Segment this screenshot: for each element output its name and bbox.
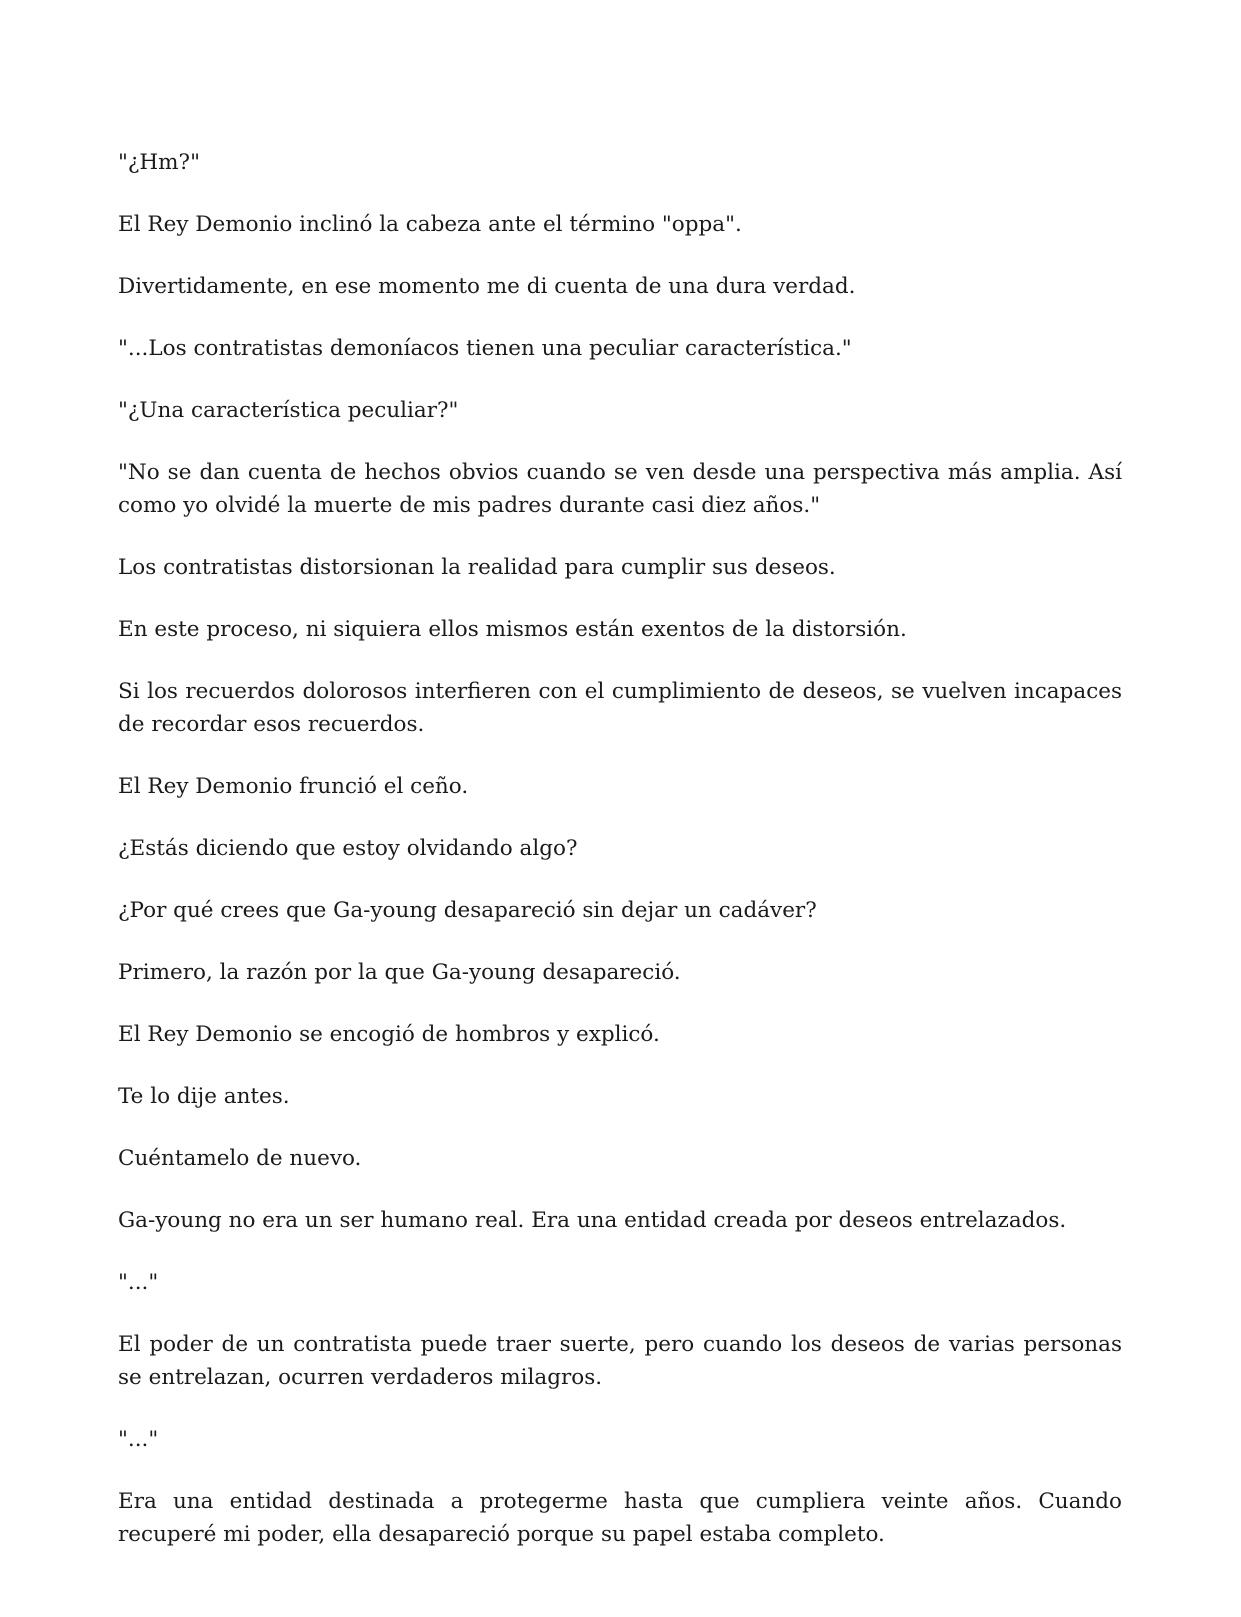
paragraph: Divertidamente, en ese momento me di cuenta de una dura verdad. [118, 274, 856, 299]
paragraph: En este proceso, ni siquiera ellos mismos están exentos de la distorsión. [118, 617, 907, 642]
document-body [118, 146, 1122, 1551]
paragraph: ¿Por qué crees que Ga-young desapareció sin dejar un cadáver? [118, 898, 817, 923]
paragraph: Era una entidad destinada a protegerme hasta que cumpliera veinte años. Cuando recuperé mi poder, ella desapareció porque su papel estaba completo. [118, 1489, 1122, 1547]
paragraph: "..." [118, 1270, 159, 1295]
paragraph: Ga-young no era un ser humano real. Era una entidad creada por deseos entrelazados. [118, 1208, 1067, 1233]
paragraph: "¿Una característica peculiar?" [118, 398, 459, 423]
paragraph: "¿Hm?" [118, 150, 200, 175]
paragraph: "..." [118, 1427, 159, 1452]
paragraph: El Rey Demonio inclinó la cabeza ante el término "oppa". [118, 212, 742, 237]
paragraph: Te lo dije antes. [118, 1084, 290, 1109]
paragraph: Primero, la razón por la que Ga-young desapareció. [118, 960, 681, 985]
paragraph: Los contratistas distorsionan la realidad para cumplir sus deseos. [118, 555, 836, 580]
paragraph: Si los recuerdos dolorosos interfieren con el cumplimiento de deseos, se vuelven incapaces de recordar esos recuerdos. [118, 679, 1122, 737]
paragraph: El Rey Demonio frunció el ceño. [118, 774, 469, 799]
paragraph: El Rey Demonio se encogió de hombros y explicó. [118, 1022, 660, 1047]
paragraph: El poder de un contratista puede traer suerte, pero cuando los deseos de varias personas se entrelazan, ocurren verdaderos milagros. [118, 1332, 1122, 1390]
paragraph: Cuéntamelo de nuevo. [118, 1146, 362, 1171]
paragraph: "No se dan cuenta de hechos obvios cuando se ven desde una perspectiva más amplia. Así como yo olvidé la muerte de mis padres durante casi diez años." [118, 460, 1122, 518]
paragraph: ¿Estás diciendo que estoy olvidando algo? [118, 836, 578, 861]
paragraph: "...Los contratistas demoníacos tienen una peculiar característica." [118, 336, 852, 361]
